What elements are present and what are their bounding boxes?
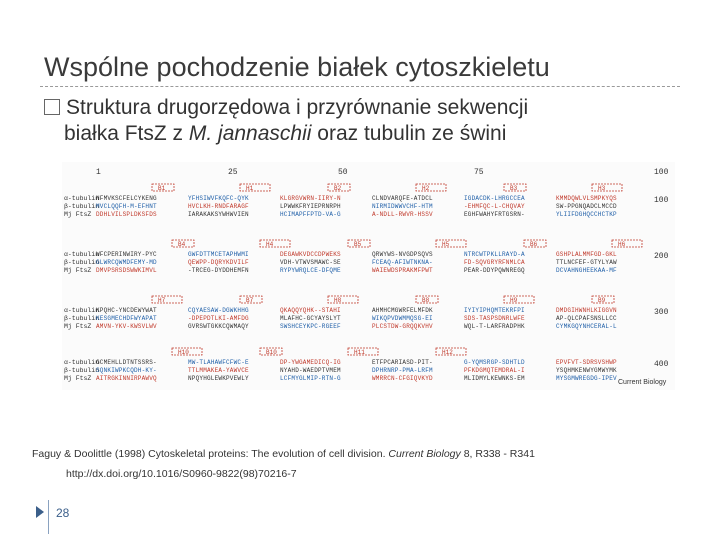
- sequence-chunk: TTLNCFEF-GTYLYAW: [556, 259, 617, 266]
- sequence-chunk: QRWYWS-NVGDPSQVS: [372, 251, 433, 258]
- ruler-label: 50: [338, 168, 348, 177]
- sequence-chunk: CYMKGQYNHCERAL-L: [556, 323, 617, 330]
- square-bullet-icon: [44, 99, 60, 115]
- figure-credit: Current Biology: [618, 379, 667, 386]
- bullet-line-1: [44, 96, 528, 120]
- ruler-label: 1: [96, 168, 101, 177]
- sequence-chunk: EGHFWAHYFRTGSRN-: [464, 211, 525, 218]
- sequence-chunk: ETFPCARIASD-PIT-: [372, 359, 433, 366]
- slide-title: Wspólne pochodzenie białek cytoszkieletu: [44, 52, 550, 82]
- sequence-chunk: AP-QLCPAFSNSLLCC: [556, 315, 617, 322]
- sequence-chunk: WFCPERINWIRY-PYC: [96, 251, 157, 258]
- sequence-chunk: FCEAQ-AFIWTNKNA-: [372, 259, 433, 266]
- structure-label: H6: [618, 241, 626, 248]
- sequence-chunk: GSHPLALMMFGD-GKL: [556, 251, 617, 258]
- structure-label: B6: [530, 241, 538, 248]
- sequence-chunk: LPWWKFRYIEPRNRPH: [280, 203, 341, 210]
- structure-label: H10: [178, 349, 189, 356]
- sequence-chunk: MVCLQQFH-M-EFHNT: [96, 203, 157, 210]
- ruler-label: 75: [474, 168, 484, 177]
- sequence-chunk: VDH-VTWVSMAWC-SE: [280, 259, 341, 266]
- sequence-chunk: WMRRCN-CFGIQVKYD: [372, 375, 433, 382]
- sequence-chunk: HVCLKH-RNDFARAGF: [188, 203, 249, 210]
- sequence-chunk: AITRGKINNIRPAWVQ: [96, 375, 157, 382]
- title-underline: [40, 86, 680, 87]
- citation: [32, 448, 535, 460]
- structure-label: H5: [442, 241, 450, 248]
- helix-marker: [612, 240, 642, 247]
- bullet-text-2-prefix: białka FtsZ z: [64, 122, 189, 145]
- structure-label: B1: [158, 185, 166, 192]
- sequence-chunk: HCIMAPFFPTD-VA-G: [280, 211, 341, 218]
- sequence-chunk: KPQHC-YNCDEWYWAT: [96, 307, 157, 314]
- citation-tail: 8, R338 - R341: [460, 448, 535, 460]
- structure-label: H12: [442, 349, 453, 356]
- row-end-number: 200: [654, 252, 669, 261]
- sequence-chunk: MYSGMWREGDG-IPEV: [556, 375, 617, 382]
- helix-marker: [240, 184, 270, 191]
- sequence-chunk: DP-YWGAMEDICQ-IG: [280, 359, 341, 366]
- sequence-chunk: SQNKIWPKCQDH-KY-: [96, 367, 157, 374]
- sequence-name: β-tubulin: [64, 367, 100, 374]
- structure-label: B4: [178, 241, 186, 248]
- sequence-chunk: SWSHCEYKPC-RGEEF: [280, 323, 341, 330]
- sequence-chunk: MW-TLAHAWFCFWC-E: [188, 359, 249, 366]
- sequence-chunk: DCVAHNGHEEKAA-MF: [556, 267, 617, 274]
- sequence-chunk: LCFMYGLMIP-RTN-G: [280, 375, 341, 382]
- sequence-chunk: -DPEPDTLKI-AMFDG: [188, 315, 249, 322]
- sequence-chunk: KMMDQWLVLSMPKYQS: [556, 195, 617, 202]
- bullet-line-2: [64, 122, 506, 146]
- ruler-label: 25: [228, 168, 238, 177]
- structure-label: H4: [266, 241, 274, 248]
- citation-journal: Current Biology: [388, 448, 461, 460]
- sequence-chunk: IYIYIPHQMTEKRFPI: [464, 307, 525, 314]
- sequence-chunk: WAIEWDSPRAKMFPWT: [372, 267, 433, 274]
- sequence-chunk: DEGAWKVDCCDPWEKS: [280, 251, 341, 258]
- sequence-chunk: AHMHCMGWRFELMFDK: [372, 307, 433, 314]
- sequence-name: β-tubulin: [64, 315, 100, 322]
- sequence-chunk: IGDACDK-LHRGCCEA: [464, 195, 525, 202]
- structure-label: B2: [334, 185, 342, 192]
- sequence-chunk: WIKQPVDWMMQSG-EI: [372, 315, 433, 322]
- helix-marker: [592, 184, 622, 191]
- sequence-name: Mj FtsZ: [64, 267, 92, 274]
- sequence-chunk: YSQHMKENWYGMWYMK: [556, 367, 617, 374]
- structure-label: B3: [510, 185, 518, 192]
- sequence-chunk: NFMVKSCFELCYKENG: [96, 195, 157, 202]
- sequence-chunk: FD-SQVGRYRFNMLCA: [464, 259, 525, 266]
- sequence-chunk: KLGRGVWRN-IIRY-N: [280, 195, 341, 202]
- structure-label: H1: [246, 185, 254, 192]
- bullet-text-2-suffix: oraz tubulin ze świni: [311, 122, 507, 145]
- citation-text: Faguy & Doolittle (1998) Cytoskeletal proteins: The evolution of cell division.: [32, 448, 389, 460]
- bullet-text-1: Struktura drugorzędowa i przyrównanie sekwencji: [66, 96, 529, 119]
- sequence-chunk: IARAKAKSYWHWVIEN: [188, 211, 249, 218]
- sequence-chunk: CLNDVARQFE-ATDCL: [372, 195, 433, 202]
- doi-link[interactable]: http://dx.doi.org/10.1016/S0960-9822(98)70216-7: [66, 468, 297, 480]
- sequence-chunk: TTLMMAKEA-YAWVCE: [188, 367, 249, 374]
- sequence-chunk: NTRCWTPKLLRAYD-A: [464, 251, 525, 258]
- sequence-chunk: GWFDTTMCETAPHWMI: [188, 251, 249, 258]
- sequence-chunk: DPHRNRP-PMA-LRFM: [372, 367, 433, 374]
- sequence-chunk: DMDGIHWNHLKIGGVN: [556, 307, 617, 314]
- structure-label: H11: [354, 349, 365, 356]
- sequence-name: α-tubulin: [64, 195, 100, 202]
- page-number: 28: [56, 506, 70, 520]
- structure-label: H8: [334, 297, 342, 304]
- sequence-name: β-tubulin: [64, 203, 100, 210]
- sequence-chunk: YLIIFDGHQCCHCTKP: [556, 211, 617, 218]
- sequence-chunk: NPQYHGLEWKPVEWLY: [188, 375, 249, 382]
- footer-divider: [48, 500, 49, 534]
- structure-label: B7: [246, 297, 254, 304]
- sequence-chunk: SDS-TASPSDNRLWFE: [464, 315, 525, 322]
- structure-label: B8: [422, 297, 430, 304]
- helix-marker: [504, 296, 534, 303]
- sequence-chunk: MLAFHC-GCYAYSLYT: [280, 315, 341, 322]
- sequence-name: Mj FtsZ: [64, 211, 92, 218]
- sequence-name: Mj FtsZ: [64, 323, 92, 330]
- row-end-number: 300: [654, 308, 669, 317]
- sequence-chunk: MLIDMYLKEWNKS-EM: [464, 375, 525, 382]
- sequence-chunk: KESGMECHDFWYAPAT: [96, 315, 157, 322]
- structure-label: B10: [266, 349, 277, 356]
- ruler-label: 100: [654, 168, 669, 177]
- footer-marker-icon: [36, 506, 44, 518]
- sequence-chunk: QKAQQYQHK--STAHI: [280, 307, 341, 314]
- sequence-name: Mj FtsZ: [64, 375, 92, 382]
- structure-label: B9: [598, 297, 606, 304]
- structure-label: H7: [158, 297, 166, 304]
- sequence-chunk: CQYAESAW-DGWKHHG: [188, 307, 249, 314]
- sequence-chunk: -EHMFQC-L-CHQVAY: [464, 203, 525, 210]
- structure-label: H3: [598, 185, 606, 192]
- sequence-chunk: GVRSWTGKKCQWMAQY: [188, 323, 249, 330]
- sequence-chunk: GLWRCQWMDFEMY-MD: [96, 259, 157, 266]
- sequence-chunk: DMVPSRSDSWWKIMVL: [96, 267, 157, 274]
- sequence-chunk: AMVN-YKV-KWSVLWV: [96, 323, 157, 330]
- sequence-chunk: RYPYWRQLCE-DFQME: [280, 267, 341, 274]
- sequence-chunk: G-YQMSRGP-SDHTLD: [464, 359, 525, 366]
- structure-label: H2: [422, 185, 430, 192]
- helix-marker: [416, 184, 446, 191]
- sequence-name: β-tubulin: [64, 259, 100, 266]
- sequence-chunk: DDHLVILSPLDKSFDS: [96, 211, 157, 218]
- helix-marker: [260, 240, 290, 247]
- structure-label: H9: [510, 297, 518, 304]
- helix-marker: [328, 296, 358, 303]
- sequence-alignment-figure: [62, 162, 675, 390]
- sequence-chunk: -TRCEG-DYDDHEMFN: [188, 267, 249, 274]
- helix-marker: [436, 240, 466, 247]
- sequence-chunk: PLCSTDW-GRQQKVHV: [372, 323, 433, 330]
- sequence-chunk: EPVFVT-SDRSVSHWP: [556, 359, 617, 366]
- sequence-chunk: YFHSIWVFKQFC-QYK: [188, 195, 249, 202]
- sequence-chunk: WQL-T-LARFRADPHK: [464, 323, 525, 330]
- sequence-chunk: SW-PPGNQADCLMCCD: [556, 203, 617, 210]
- sequence-name: α-tubulin: [64, 251, 100, 258]
- row-end-number: 400: [654, 360, 669, 369]
- sequence-chunk: PEAR-DDYPQWNREGQ: [464, 267, 525, 274]
- sequence-chunk: GCMEHLLDTNTSSRS-: [96, 359, 157, 366]
- sequence-name: α-tubulin: [64, 359, 100, 366]
- species-name: M. jannaschii: [188, 122, 312, 145]
- sequence-chunk: A-NDLL-RWVR-HSSV: [372, 211, 433, 218]
- row-end-number: 100: [654, 196, 669, 205]
- sequence-chunk: PFKDGMQTEMDRAL-I: [464, 367, 525, 374]
- sequence-chunk: NIRMIDWWVCHF-HTM: [372, 203, 433, 210]
- sequence-chunk: NYAHD-WAEDPTVMEM: [280, 367, 341, 374]
- structure-label: B5: [354, 241, 362, 248]
- helix-marker: [152, 296, 182, 303]
- sequence-name: α-tubulin: [64, 307, 100, 314]
- sequence-chunk: QEWPP-DQRYKDVILF: [188, 259, 249, 266]
